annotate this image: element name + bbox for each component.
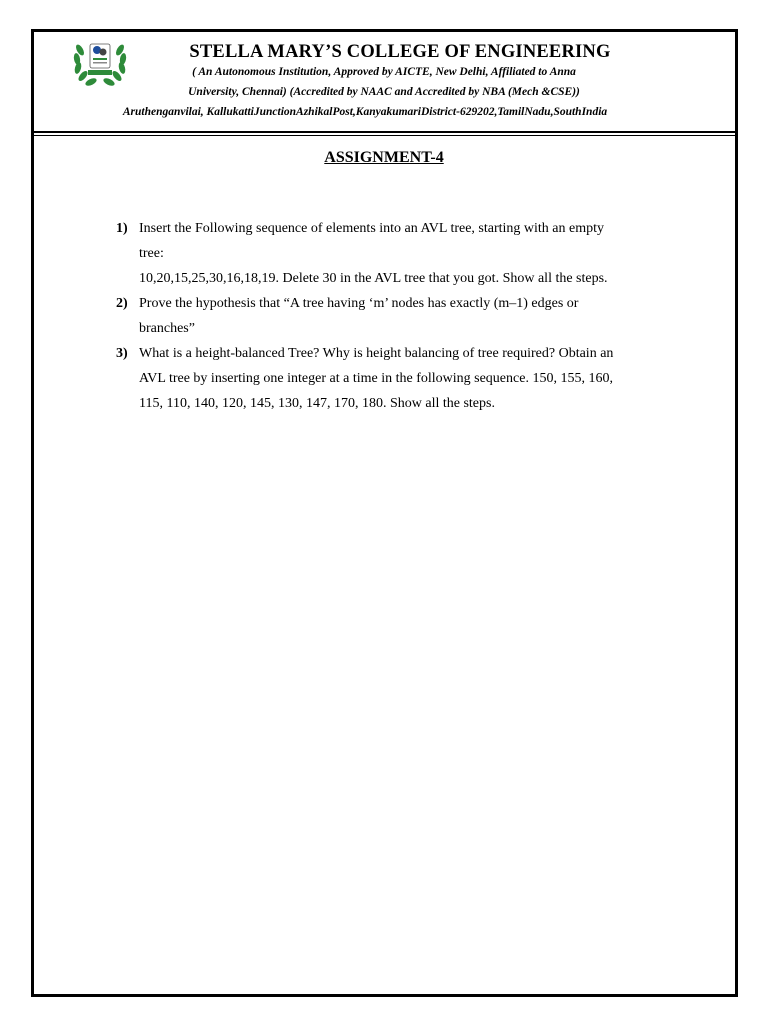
question-item: [116, 291, 686, 341]
question-text-line: 10,20,15,25,30,16,18,19. Delete 30 in the AVL tree that you got. Show all the steps.: [139, 271, 608, 286]
assignment-title: ASSIGNMENT-4: [324, 149, 444, 166]
question-text-line: Prove the hypothesis that “A tree having ‘m’ nodes has exactly (m–1) edges or: [139, 296, 579, 311]
institution-details-line-1: ( An Autonomous Institution, Approved by AICTE, New Delhi, Affiliated to Anna: [192, 66, 576, 78]
header-divider: [34, 131, 735, 133]
question-item: [116, 341, 686, 416]
question-text-line: tree:: [139, 246, 164, 261]
question-number: 2): [116, 296, 128, 311]
question-text-line: branches”: [139, 321, 195, 336]
college-address: Aruthenganvilai, KallukattiJunctionAzhikalPost,KanyakumariDistrict-629202,TamilNadu,SouthIndia: [122, 106, 608, 118]
question-text-line: What is a height-balanced Tree? Why is height balancing of tree required? Obtain an: [139, 346, 614, 361]
question-text-line: AVL tree by inserting one integer at a time in the following sequence. 150, 155, 160,: [139, 371, 613, 386]
college-name: STELLA MARY’S COLLEGE OF ENGINEERING: [189, 42, 611, 62]
question-text-line: Insert the Following sequence of elements into an AVL tree, starting with an empty: [139, 221, 605, 236]
institution-details-line-2: University, Chennai) (Accredited by NAAC and Accredited by NBA (Mech &CSE)): [188, 86, 580, 98]
question-number: 1): [116, 221, 128, 236]
question-item: [116, 216, 686, 291]
question-number: 3): [116, 346, 128, 361]
question-text-line: 115, 110, 140, 120, 145, 130, 147, 170, 180. Show all the steps.: [139, 396, 495, 411]
page-border: [31, 29, 738, 997]
question-list: [116, 216, 686, 416]
header-divider-thin: [34, 135, 735, 136]
